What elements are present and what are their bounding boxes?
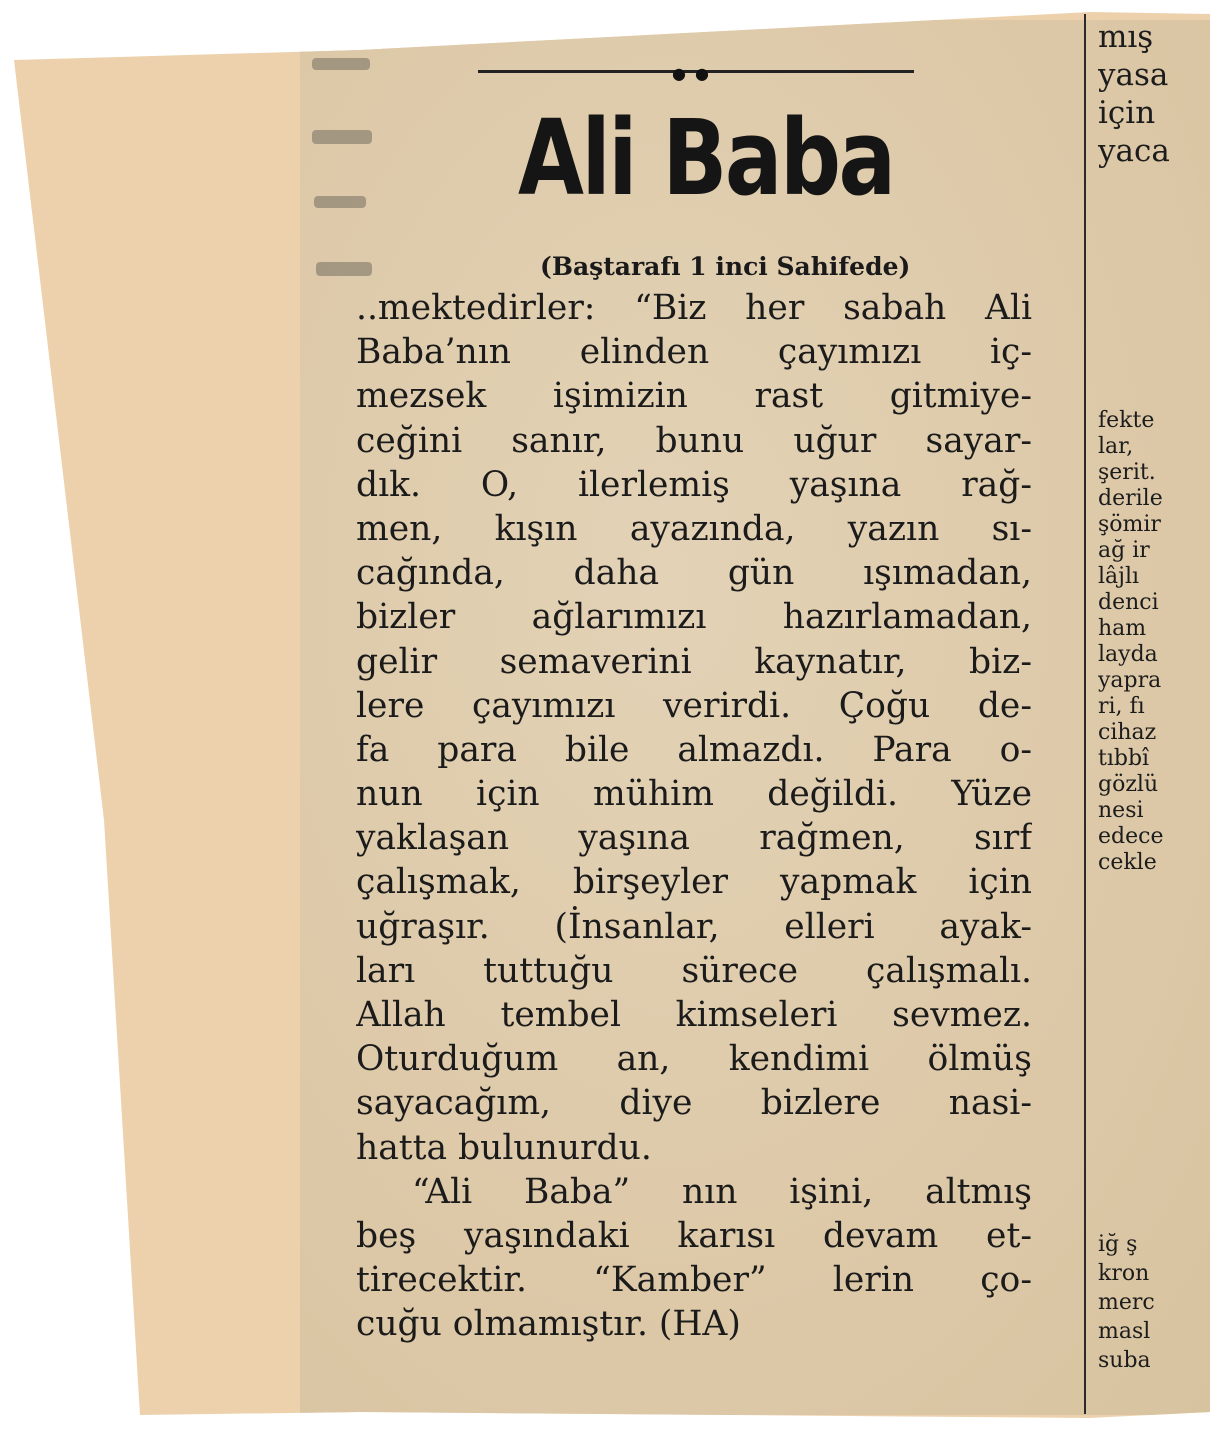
fragment-line: yaca [1098,133,1170,169]
fragment-line: şömir [1098,512,1161,537]
body-line: nun için mühim değildi. Yüze [356,774,1032,815]
fragment-line: iğ ş [1098,1232,1138,1257]
fragment-line: için [1098,95,1156,131]
fragment-line: ağ ir [1098,538,1150,563]
body-line: ları tuttuğu sürece çalışmalı. [356,950,1032,991]
article-headline: Ali Baba [518,97,894,219]
body-line: Allah tembel kimseleri sevmez. [356,995,1032,1035]
body-line: çalışmak, birşeyler yapmak için [356,862,1032,903]
body-line: yaklaşan yaşına rağmen, sırf [356,818,1032,859]
fragment-line: fekte [1098,408,1155,433]
body-line: dık. O, ilerlemiş yaşına rağ- [356,464,1032,505]
fragment-line: yasa [1098,57,1169,93]
body-line: “Ali Baba” nın işini, altmış [412,1171,1032,1212]
fragment-line: ham [1098,616,1147,641]
fragment-line: şerit. [1098,460,1156,485]
body-line: fa para bile almazdı. Para o- [356,729,1032,770]
fragment-line: masl [1098,1319,1151,1344]
body-line: ..mektedirler: “Biz her sabah Ali [356,288,1032,328]
body-line: cağında, daha gün ışımadan, [356,553,1032,594]
body-line: bizler ağlarımızı hazırlamadan, [356,597,1032,638]
body-line: lere çayımızı verirdi. Çoğu de- [356,685,1032,726]
body-line: hatta bulunurdu. [356,1127,652,1168]
fragment-line: layda [1098,642,1158,667]
adjacent-column-bottom [1098,1230,1210,1375]
fragment-line: tıbbî [1098,746,1150,771]
adjacent-column-middle [1098,408,1210,876]
fragment-line: gözlü [1098,772,1159,797]
fragment-line: derile [1098,486,1163,511]
body-line: men, kışın ayazında, yazın sı- [356,508,1032,549]
fragment-line: denci [1098,590,1159,615]
fragment-line: ri, fı [1098,694,1145,719]
ink-smudge [312,58,370,70]
body-line: beş yaşındaki karısı devam et- [356,1215,1032,1256]
body-line: ceğini sanır, bunu uğur sayar- [356,420,1032,461]
column-divider [1084,14,1086,1414]
fragment-line: lâjlı [1098,564,1140,589]
article-body [356,286,1032,1347]
body-line: gelir semaverini kaynatır, biz- [356,641,1032,682]
fragment-line: mış [1098,19,1154,55]
fragment-line: yapra [1098,668,1162,693]
body-line: tirecektir. “Kamber” lerin ço- [356,1260,1032,1301]
ink-smudge [314,196,366,208]
fragment-line: cihaz [1098,720,1157,745]
fragment-line: cekle [1098,850,1157,875]
header-rule-ornament: ● ● [672,64,712,83]
continuation-note: (Baştarafı 1 inci Sahifede) [540,252,911,281]
fragment-line: nesi [1098,798,1144,823]
fragment-line: kron [1098,1261,1150,1286]
ink-smudge [312,130,372,144]
adjacent-column-top [1098,18,1210,170]
fragment-line: merc [1098,1290,1155,1315]
fragment-line: edece [1098,824,1164,849]
body-line: uğraşır. (İnsanlar, elleri ayak- [356,906,1032,947]
body-line: sayacağım, diye bizlere nasi- [356,1083,1032,1124]
fragment-line: suba [1098,1348,1151,1373]
body-line: Baba’nın elinden çayımızı iç- [356,332,1032,373]
ink-smudge [316,262,372,276]
body-line: Oturduğum an, kendimi ölmüş [356,1039,1032,1080]
fragment-line: lar, [1098,434,1134,459]
body-line: cuğu olmamıştır. (HA) [356,1304,741,1345]
body-line: mezsek işimizin rast gitmiye- [356,376,1032,417]
